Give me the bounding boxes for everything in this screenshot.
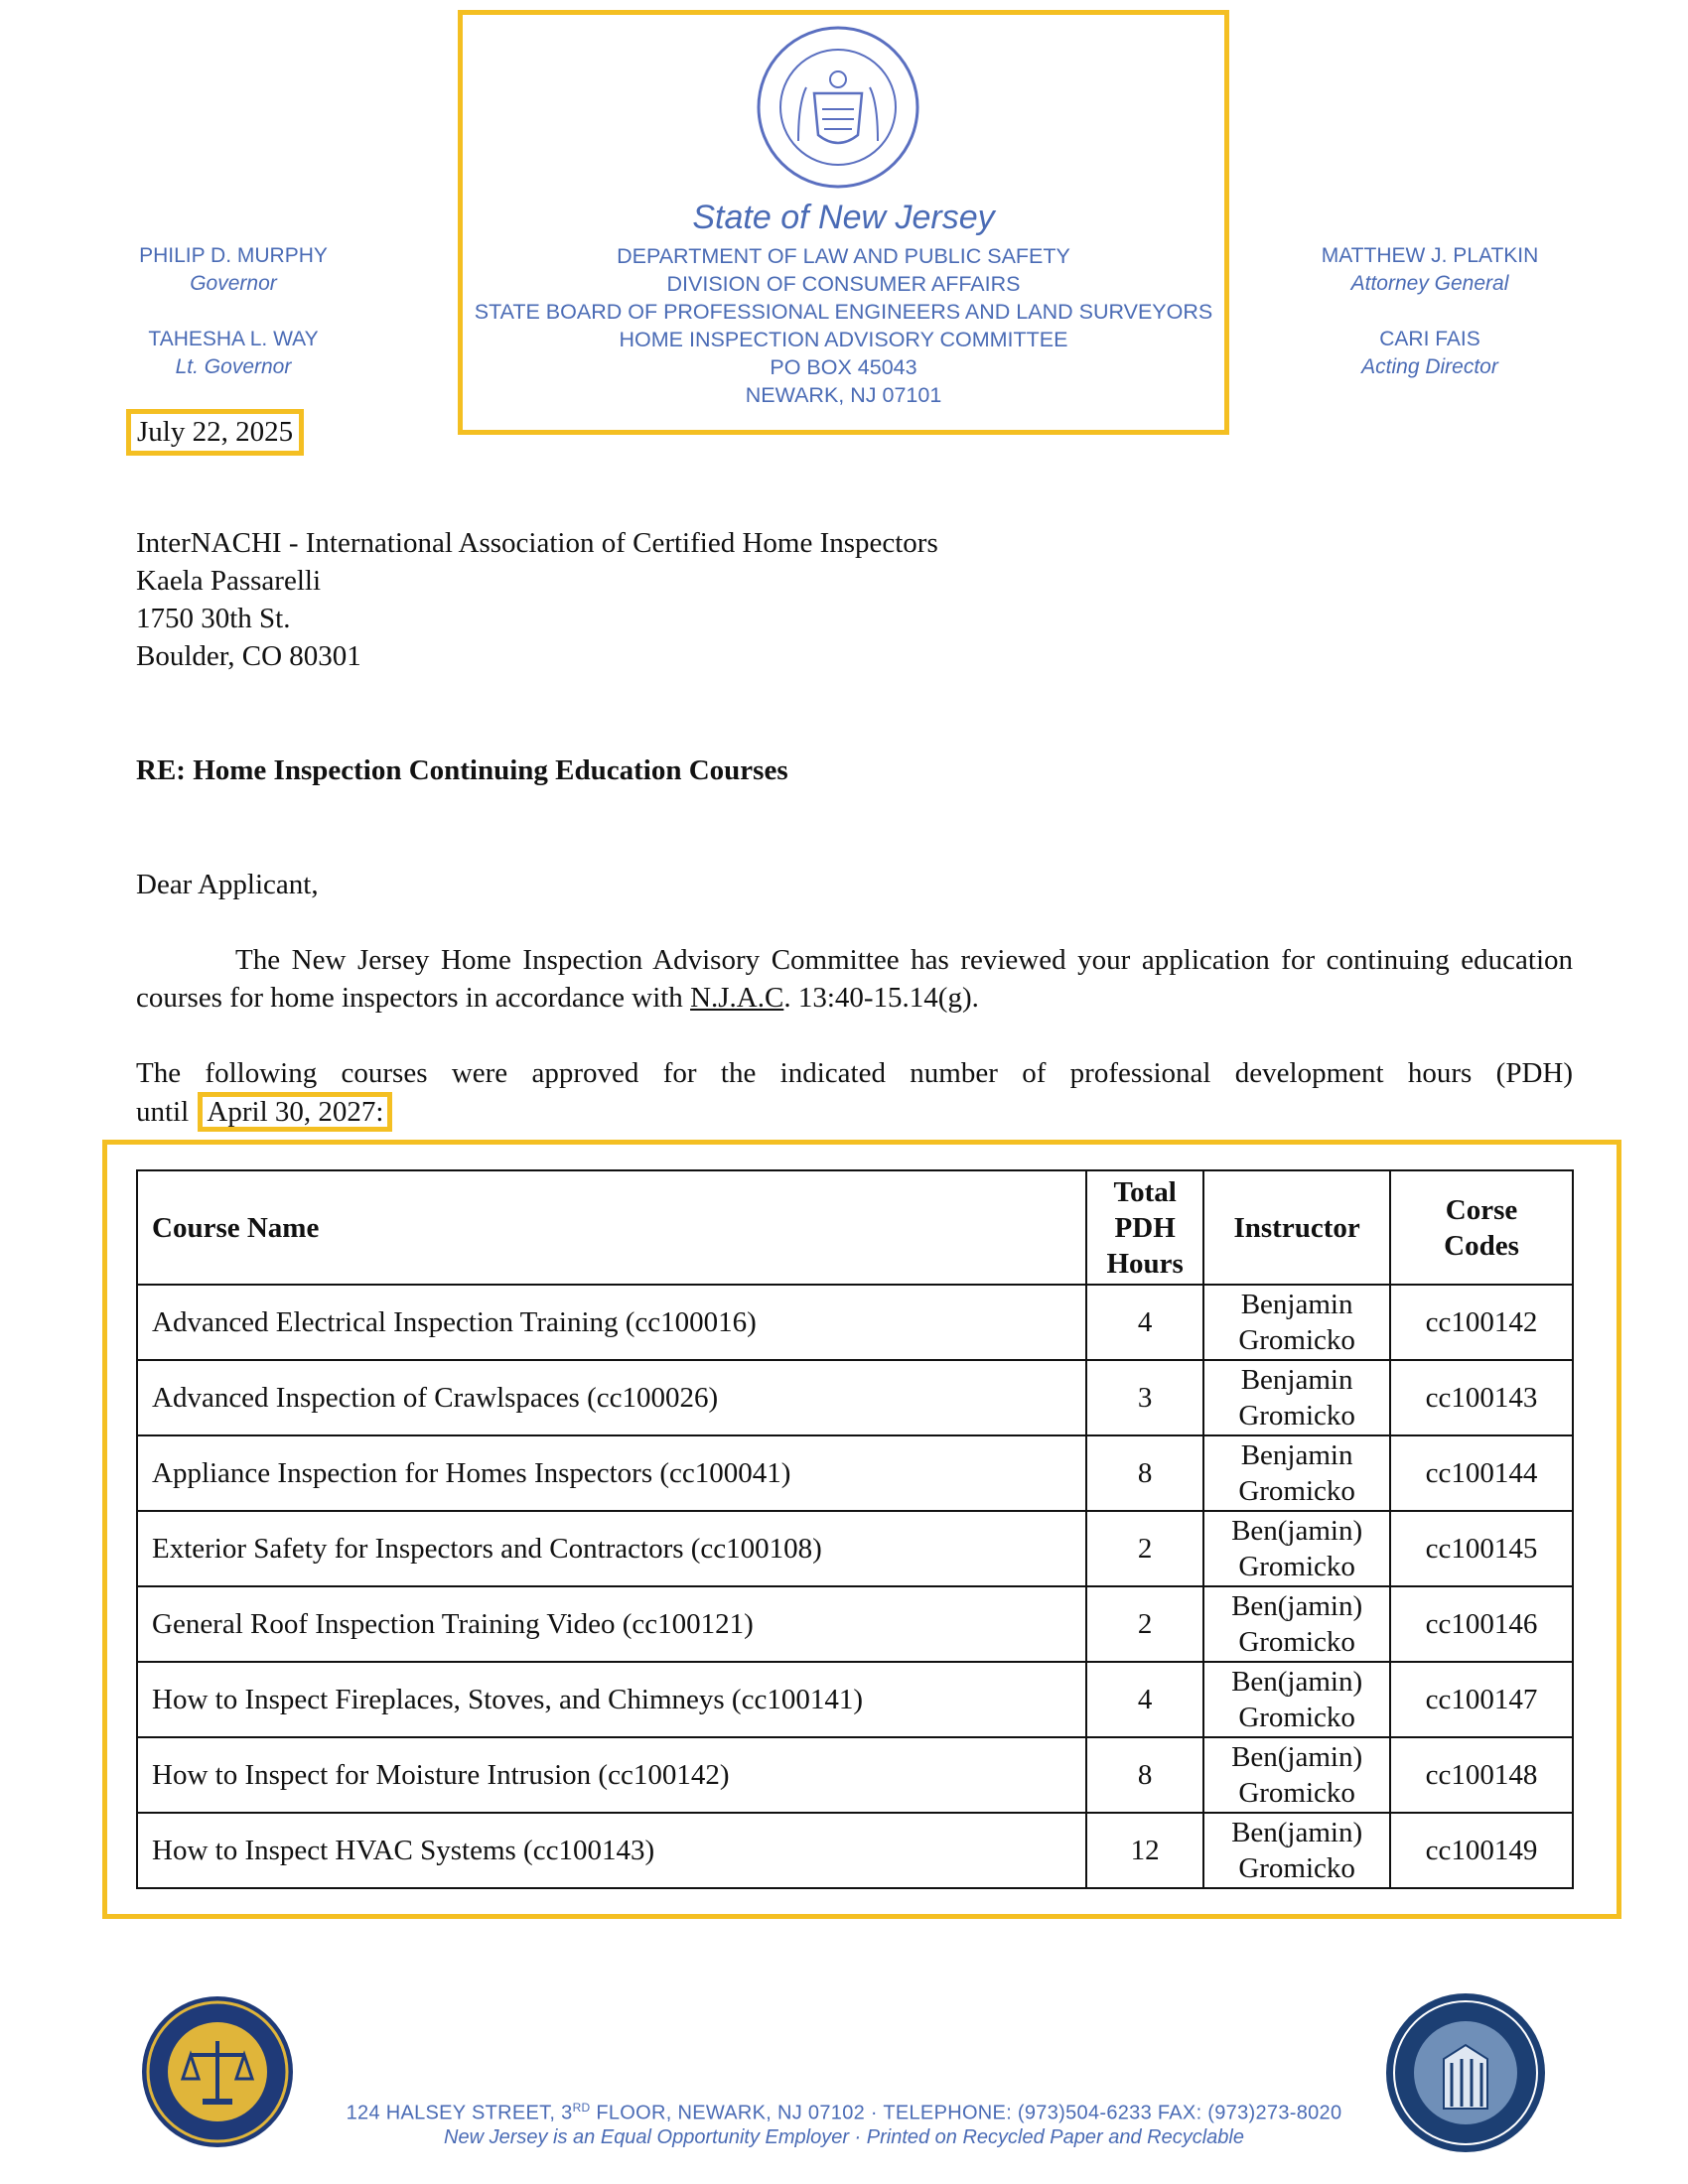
department-lines [458, 242, 1229, 409]
dept-line: STATE BOARD OF PROFESSIONAL ENGINEERS AND LAND SURVEYORS [474, 300, 1213, 324]
subject-line: RE: Home Inspection Continuing Education Courses [136, 754, 788, 786]
table-row [137, 1511, 1573, 1586]
course-name-cell: General Roof Inspection Training Video (cc100121) [137, 1586, 1086, 1662]
table-row [137, 1662, 1573, 1737]
paragraph-text: The New Jersey Home Inspection Advisory Committee has reviewed your application for continuing education courses for home inspectors in accordance with [136, 944, 1573, 1014]
course-name-cell: Appliance Inspection for Homes Inspectors (cc100041) [137, 1435, 1086, 1511]
address-line: Kaela Passarelli [136, 565, 322, 597]
header-text: Codes [1444, 1229, 1519, 1262]
dept-line: DEPARTMENT OF LAW AND PUBLIC SAFETY [617, 244, 1070, 268]
acting-director-name: CARI FAIS [1379, 328, 1480, 350]
course-code-cell: cc100145 [1390, 1511, 1573, 1586]
instructor-cell [1203, 1511, 1390, 1586]
instructor-cell [1203, 1813, 1390, 1888]
dept-line: HOME INSPECTION ADVISORY COMMITTEE [619, 328, 1068, 351]
letter-date: July 22, 2025 [126, 409, 304, 456]
course-name-cell: How to Inspect Fireplaces, Stoves, and Chimneys (cc100141) [137, 1662, 1086, 1737]
njac-reference-link[interactable]: N.J.A.C [690, 982, 784, 1014]
governor-name: PHILIP D. MURPHY [139, 244, 328, 267]
instructor-cell [1203, 1737, 1390, 1813]
consumer-affairs-seal-icon [1382, 1989, 1549, 2156]
footer-statement: New Jersey is an Equal Opportunity Employer · Printed on Recycled Paper and Recyclable [444, 2126, 1244, 2148]
instructor-first: Benjamin [1240, 1289, 1353, 1320]
instructor-cell [1203, 1435, 1390, 1511]
table-row [137, 1586, 1573, 1662]
table-row [137, 1360, 1573, 1435]
dept-line: PO BOX 45043 [770, 355, 917, 379]
instructor-first: Ben(jamin) [1231, 1666, 1363, 1698]
instructor-first: Ben(jamin) [1231, 1590, 1363, 1622]
footer-text: FLOOR, NEWARK, NJ 07102 · TELEPHONE: (973)504-6233 FAX: (973)273-8020 [590, 2102, 1342, 2124]
state-title: State of New Jersey [692, 199, 995, 236]
paragraph-approval-line1: The following courses were approved for the indicated number of professional development hours (PDH) [136, 1057, 1573, 1089]
table-row [137, 1737, 1573, 1813]
recipient-address [136, 524, 938, 675]
header-total-pdh-hours [1086, 1170, 1203, 1285]
state-seal-icon [755, 24, 921, 191]
table-row [137, 1285, 1573, 1360]
instructor-first: Ben(jamin) [1231, 1817, 1363, 1848]
course-code-cell: cc100146 [1390, 1586, 1573, 1662]
address-line: Boulder, CO 80301 [136, 640, 361, 672]
pdh-hours-cell: 2 [1086, 1586, 1203, 1662]
letterhead-right-officials [1291, 242, 1569, 381]
instructor-cell [1203, 1586, 1390, 1662]
pdh-hours-cell: 4 [1086, 1662, 1203, 1737]
header-instructor: Instructor [1203, 1170, 1390, 1285]
pdh-hours-cell: 8 [1086, 1737, 1203, 1813]
instructor-last: Gromicko [1238, 1852, 1355, 1884]
pdh-hours-cell: 2 [1086, 1511, 1203, 1586]
course-code-cell: cc100144 [1390, 1435, 1573, 1511]
pdh-hours-cell: 4 [1086, 1285, 1203, 1360]
lt-governor-title: Lt. Governor [175, 355, 292, 378]
pdh-hours-cell: 8 [1086, 1435, 1203, 1511]
letterhead-left-officials [109, 242, 357, 381]
course-name-cell: How to Inspect HVAC Systems (cc100143) [137, 1813, 1086, 1888]
dept-line: DIVISION OF CONSUMER AFFAIRS [666, 272, 1021, 296]
address-line: InterNACHI - International Association of Certified Home Inspectors [136, 527, 938, 559]
footer-text: 124 HALSEY STREET, 3 [346, 2102, 573, 2124]
attorney-general-title: Attorney General [1350, 272, 1509, 295]
governor-title: Governor [190, 272, 277, 295]
paragraph-text: . 13:40-15.14(g). [783, 982, 979, 1014]
pdh-hours-cell: 3 [1086, 1360, 1203, 1435]
instructor-last: Gromicko [1238, 1702, 1355, 1733]
instructor-last: Gromicko [1238, 1626, 1355, 1658]
header-text: Corse [1445, 1193, 1518, 1226]
instructor-first: Ben(jamin) [1231, 1515, 1363, 1547]
paragraph-review [136, 941, 1573, 1017]
instructor-first: Benjamin [1240, 1439, 1353, 1471]
course-code-cell: cc100147 [1390, 1662, 1573, 1737]
header-text: Hours [1106, 1247, 1184, 1280]
header-course-name: Course Name [137, 1170, 1086, 1285]
approval-expiration-date: April 30, 2027: [198, 1092, 392, 1132]
table-row [137, 1435, 1573, 1511]
attorney-general-seal-icon [139, 1993, 296, 2150]
salutation: Dear Applicant, [136, 869, 319, 900]
instructor-last: Gromicko [1238, 1551, 1355, 1582]
course-code-cell: cc100142 [1390, 1285, 1573, 1360]
instructor-last: Gromicko [1238, 1475, 1355, 1507]
course-code-cell: cc100149 [1390, 1813, 1573, 1888]
table-row [137, 1813, 1573, 1888]
instructor-cell [1203, 1662, 1390, 1737]
header-text: PDH [1114, 1211, 1176, 1244]
attorney-general-name: MATTHEW J. PLATKIN [1321, 244, 1539, 267]
footer-address [298, 2101, 1390, 2125]
table-header-row [137, 1170, 1573, 1285]
instructor-last: Gromicko [1238, 1400, 1355, 1432]
instructor-first: Benjamin [1240, 1364, 1353, 1396]
instructor-first: Ben(jamin) [1231, 1741, 1363, 1773]
address-line: 1750 30th St. [136, 603, 291, 634]
header-course-codes [1390, 1170, 1573, 1285]
course-name-cell: Advanced Electrical Inspection Training (cc100016) [137, 1285, 1086, 1360]
instructor-last: Gromicko [1238, 1324, 1355, 1356]
instructor-cell [1203, 1360, 1390, 1435]
instructor-last: Gromicko [1238, 1777, 1355, 1809]
course-name-cell: How to Inspect for Moisture Intrusion (cc100142) [137, 1737, 1086, 1813]
dept-line: NEWARK, NJ 07101 [745, 383, 942, 407]
paragraph-approval-line2 [136, 1092, 392, 1132]
course-code-cell: cc100148 [1390, 1737, 1573, 1813]
course-table [136, 1169, 1574, 1889]
footer-text: RD [572, 2101, 591, 2115]
instructor-cell [1203, 1285, 1390, 1360]
course-name-cell: Advanced Inspection of Crawlspaces (cc100026) [137, 1360, 1086, 1435]
course-code-cell: cc100143 [1390, 1360, 1573, 1435]
pdh-hours-cell: 12 [1086, 1813, 1203, 1888]
acting-director-title: Acting Director [1361, 355, 1498, 378]
course-name-cell: Exterior Safety for Inspectors and Contractors (cc100108) [137, 1511, 1086, 1586]
lt-governor-name: TAHESHA L. WAY [148, 328, 319, 350]
until-text: until [136, 1096, 190, 1128]
header-text: Total [1113, 1175, 1177, 1208]
